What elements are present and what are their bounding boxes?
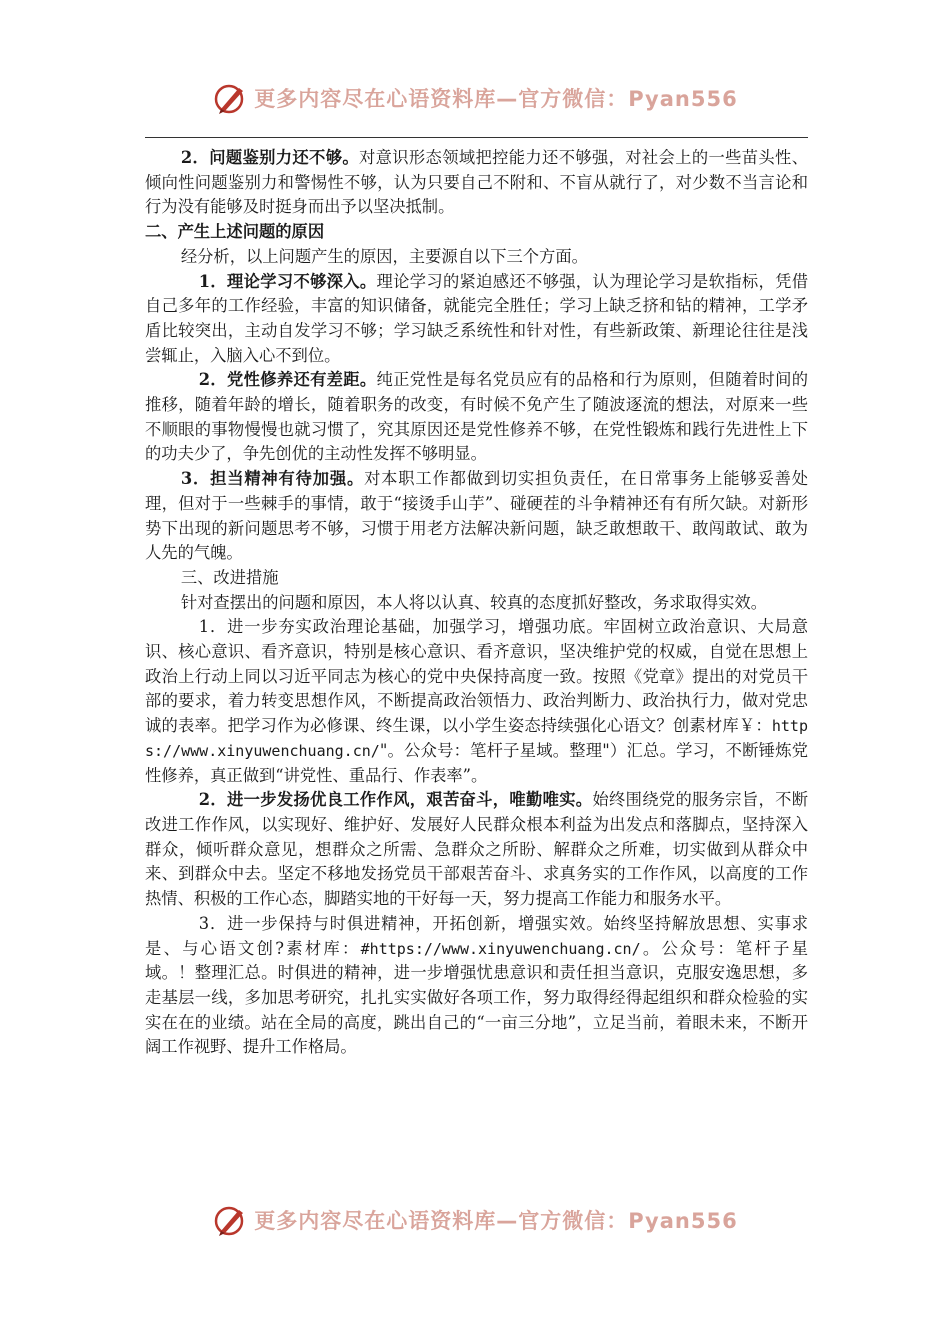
document-body [145, 146, 808, 1060]
paragraph-cause-1 [145, 270, 808, 369]
paragraph-body: 3．进一步保持与时俱进精神，开拓创新，增强实效。始终坚持解放思想、实事求是、与心语文创?素材库： [145, 913, 808, 958]
header-divider [145, 137, 808, 138]
paragraph-problem-2 [145, 146, 808, 220]
paragraph-body: 始终围绕党的服务宗旨，不断改进工作作风，以实现好、维护好、发展好人民群众根本利益为出发点和落脚点，坚持深入群众，倾听群众意见，想群众之所需、急群众之所盼、解群众之所难，切实做到从群众中来、到群众中去。坚定不移地发扬党员干部艰苦奋斗、求真务实的工作作风，以高度的工作热情、积极的工作心态，脚踏实地的干好每一天，努力提高工作能力和服务水平。 [145, 790, 808, 909]
inline-url: #https://www.xinyuwenchuang.cn/ [360, 939, 641, 958]
section-heading-causes: 二、产生上述问题的原因 [145, 222, 325, 242]
paragraph-body: 1．进一步夯实政治理论基础，加强学习，增强功底。牢固树立政治意识、大局意识、核心意识、看齐意识，特别是核心意识、看齐意识，坚决维护党的权威，自觉在思想上政治上行动上同以习近平同志为核心的党中央保持高度一致。按照《党章》提出的对党员干部的要求，着力转变思想作风，不断提高政治领悟力、政治判断力、政治执行力，做对党忠诚的表率。把学习作为必修课、终生课，以小学生姿态持续强化心语文？创素材库￥： [145, 617, 808, 736]
paragraph-body: 纯正党性是每名党员应有的品格和行为原则，但随着时间的推移，随着年龄的增长，随着职务的改变，有时候不免产生了随波逐流的想法，对原来一些不顺眼的事物慢慢也就习惯了，究其原因还是党性修养不够，在党性锻炼和践行先进性上下的功夫少了，争先创优的主动性发挥不够明显。 [145, 370, 808, 464]
footer-banner [0, 1202, 950, 1252]
banner-text: 更多内容尽在心语资料库—官方微信：Pyan556 [254, 87, 738, 111]
paragraph-measure-2 [145, 788, 808, 912]
paragraph-causes-intro: 经分析，以上问题产生的原因，主要源自以下三个方面。 [180, 246, 588, 266]
paragraph-measures-intro: 针对查摆出的问题和原因，本人将以认真、较真的态度抓好整改，务求取得实效。 [180, 592, 767, 612]
paragraph-body: 对意识形态领域把控能力还不够强，对社会上的一些苗头性、倾向性问题鉴别力和警惕性不够，认为只要自己不附和、不盲从就行了，对少数不当言论和行为没有能够及时挺身而出予以坚决抵制。 [145, 148, 808, 217]
paragraph-body: 对本职工作都做到切实担负责任，在日常事务上能够妥善处理，但对于一些棘手的事情，敢于“接烫手山芋”、碰硬茬的斗争精神还有有所欠缺。对新形势下出现的新问题思考不够，习惯于用老方法解决新问题，缺乏敢想敢干、敢闯敢试、敢为人先的气魄。 [145, 469, 808, 563]
paragraph-cause-3 [145, 467, 808, 566]
inline-url: https://www.xinyuwenchuang.cn/ [145, 717, 808, 760]
paragraph-measure-1 [145, 615, 808, 788]
paragraph-title: 1．理论学习不够深入。 [198, 271, 377, 291]
paragraph-body: 理论学习的紧迫感还不够强，认为理论学习是软指标，凭借自己多年的工作经验，丰富的知识储备，就能完全胜任；学习上缺乏挤和钻的精神，工学矛盾比较突出，主动自发学习不够；学习缺乏系统性和针对性，有些新政策、新理论往往是浅尝辄止，入脑入心不到位。 [145, 271, 808, 365]
pen-logo-icon [212, 1202, 248, 1238]
banner-text: 更多内容尽在心语资料库—官方微信：Pyan556 [254, 1209, 738, 1233]
paragraph-body: 。公众号：笔杆子星域。！整理汇总。时俱进的精神，进一步增强忧患意识和责任担当意识，克服安逸思想，多走基层一线，多加思考研究，扎扎实实做好各项工作，努力取得经得起组织和群众检验的实实在在的业绩。站在全局的高度，跳出自己的“一亩三分地”，立足当前，着眼未来，不断开阔工作视野、提升工作格局。 [145, 938, 808, 1057]
paragraph-body: "。公众号：笔杆子星域。整理"）汇总。学习，不断锤炼党性修养，真正做到“讲党性、重品行、作表率”。 [145, 740, 808, 785]
paragraph-cause-2 [145, 368, 808, 467]
paragraph-measure-3 [145, 912, 808, 1060]
header-banner [0, 80, 950, 130]
pen-logo-icon [212, 80, 248, 116]
paragraph-title: 3．担当精神有待加强。 [180, 469, 365, 489]
paragraph-title: 2．党性修养还有差距。 [198, 370, 377, 390]
section-heading-measures: 三、改进措施 [180, 567, 279, 587]
paragraph-title: 2．进一步发扬优良工作作风，艰苦奋斗，唯勤唯实。 [198, 790, 593, 810]
paragraph-title: 2．问题鉴别力还不够。 [180, 148, 359, 167]
